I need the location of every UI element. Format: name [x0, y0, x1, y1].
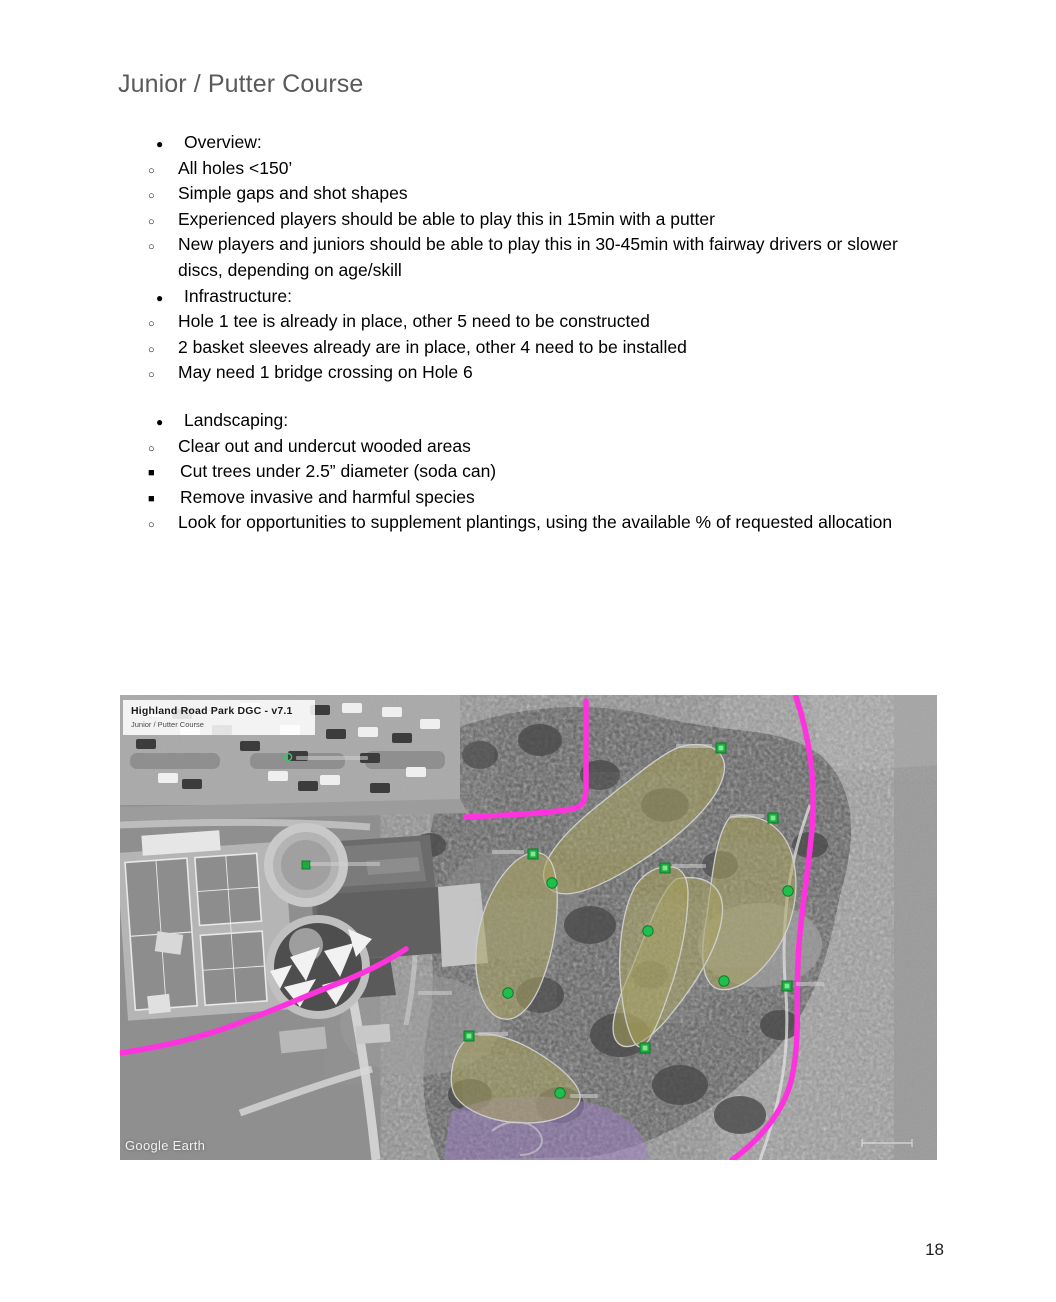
square-bullet-icon: [148, 485, 170, 513]
outline-item-landscaping-0: ○ Clear out and undercut wooded areas: [118, 434, 928, 460]
outline-item-landscaping-1: ○ Look for opportunities to supplement plantings, using the available % of requested allocation: [118, 510, 928, 536]
course-map-canvas: [120, 695, 937, 1160]
circle-bullet-icon: [148, 309, 170, 338]
outline-item-landscaping-heading: ● Landscaping:: [118, 408, 928, 434]
circle-bullet-icon: [148, 335, 170, 364]
course-map-figure: [120, 695, 937, 1160]
square-bullet-icon: [148, 459, 170, 487]
google-earth-watermark: Google Earth: [125, 1138, 206, 1153]
map-subtitle: Junior / Putter Course: [131, 720, 204, 729]
outline-item-overview-3: ○ New players and juniors should be able to play this in 30-45min with fairway drivers or slower discs, depending on age/skill: [118, 232, 928, 283]
outline-group-overview: [118, 130, 928, 284]
circle-bullet-icon: [148, 181, 170, 210]
circle-bullet-icon: [148, 156, 170, 185]
outline-item-infrastructure-1: ○ 2 basket sleeves already are in place, other 4 need to be installed: [118, 335, 928, 361]
disc-bullet-icon: [156, 284, 178, 312]
outline-item-overview-2: ○ Experienced players should be able to play this in 15min with a putter: [118, 207, 928, 233]
map-title-card: [123, 700, 315, 735]
outline-item-overview-heading: ● Overview:: [118, 130, 928, 156]
disc-bullet-icon: [156, 408, 178, 436]
circle-bullet-icon: [148, 510, 170, 539]
circle-bullet-icon: [148, 434, 170, 463]
outline-subitem-landscaping-0: ■ Cut trees under 2.5” diameter (soda can): [118, 459, 928, 485]
outline-item-overview-0: ○ All holes <150’: [118, 156, 928, 182]
outline-item-infrastructure-heading: ● Infrastructure:: [118, 284, 928, 310]
map-title: Highland Road Park DGC - v7.1: [131, 705, 293, 717]
outline-group-infrastructure: [118, 284, 928, 386]
circle-bullet-icon: [148, 360, 170, 389]
outline-content: [118, 130, 928, 536]
circle-bullet-icon: [148, 232, 170, 261]
page-title: Junior / Putter Course: [118, 70, 364, 98]
outline-item-infrastructure-0: ○ Hole 1 tee is already in place, other 5 need to be constructed: [118, 309, 928, 335]
outline-subitem-landscaping-1: ■ Remove invasive and harmful species: [118, 485, 928, 511]
outline-item-overview-1: ○ Simple gaps and shot shapes: [118, 181, 928, 207]
outline-item-infrastructure-2: ○ May need 1 bridge crossing on Hole 6: [118, 360, 928, 386]
disc-bullet-icon: [156, 130, 178, 158]
page-number: 18: [925, 1240, 944, 1259]
outline-group-landscaping: [118, 408, 928, 536]
circle-bullet-icon: [148, 207, 170, 236]
